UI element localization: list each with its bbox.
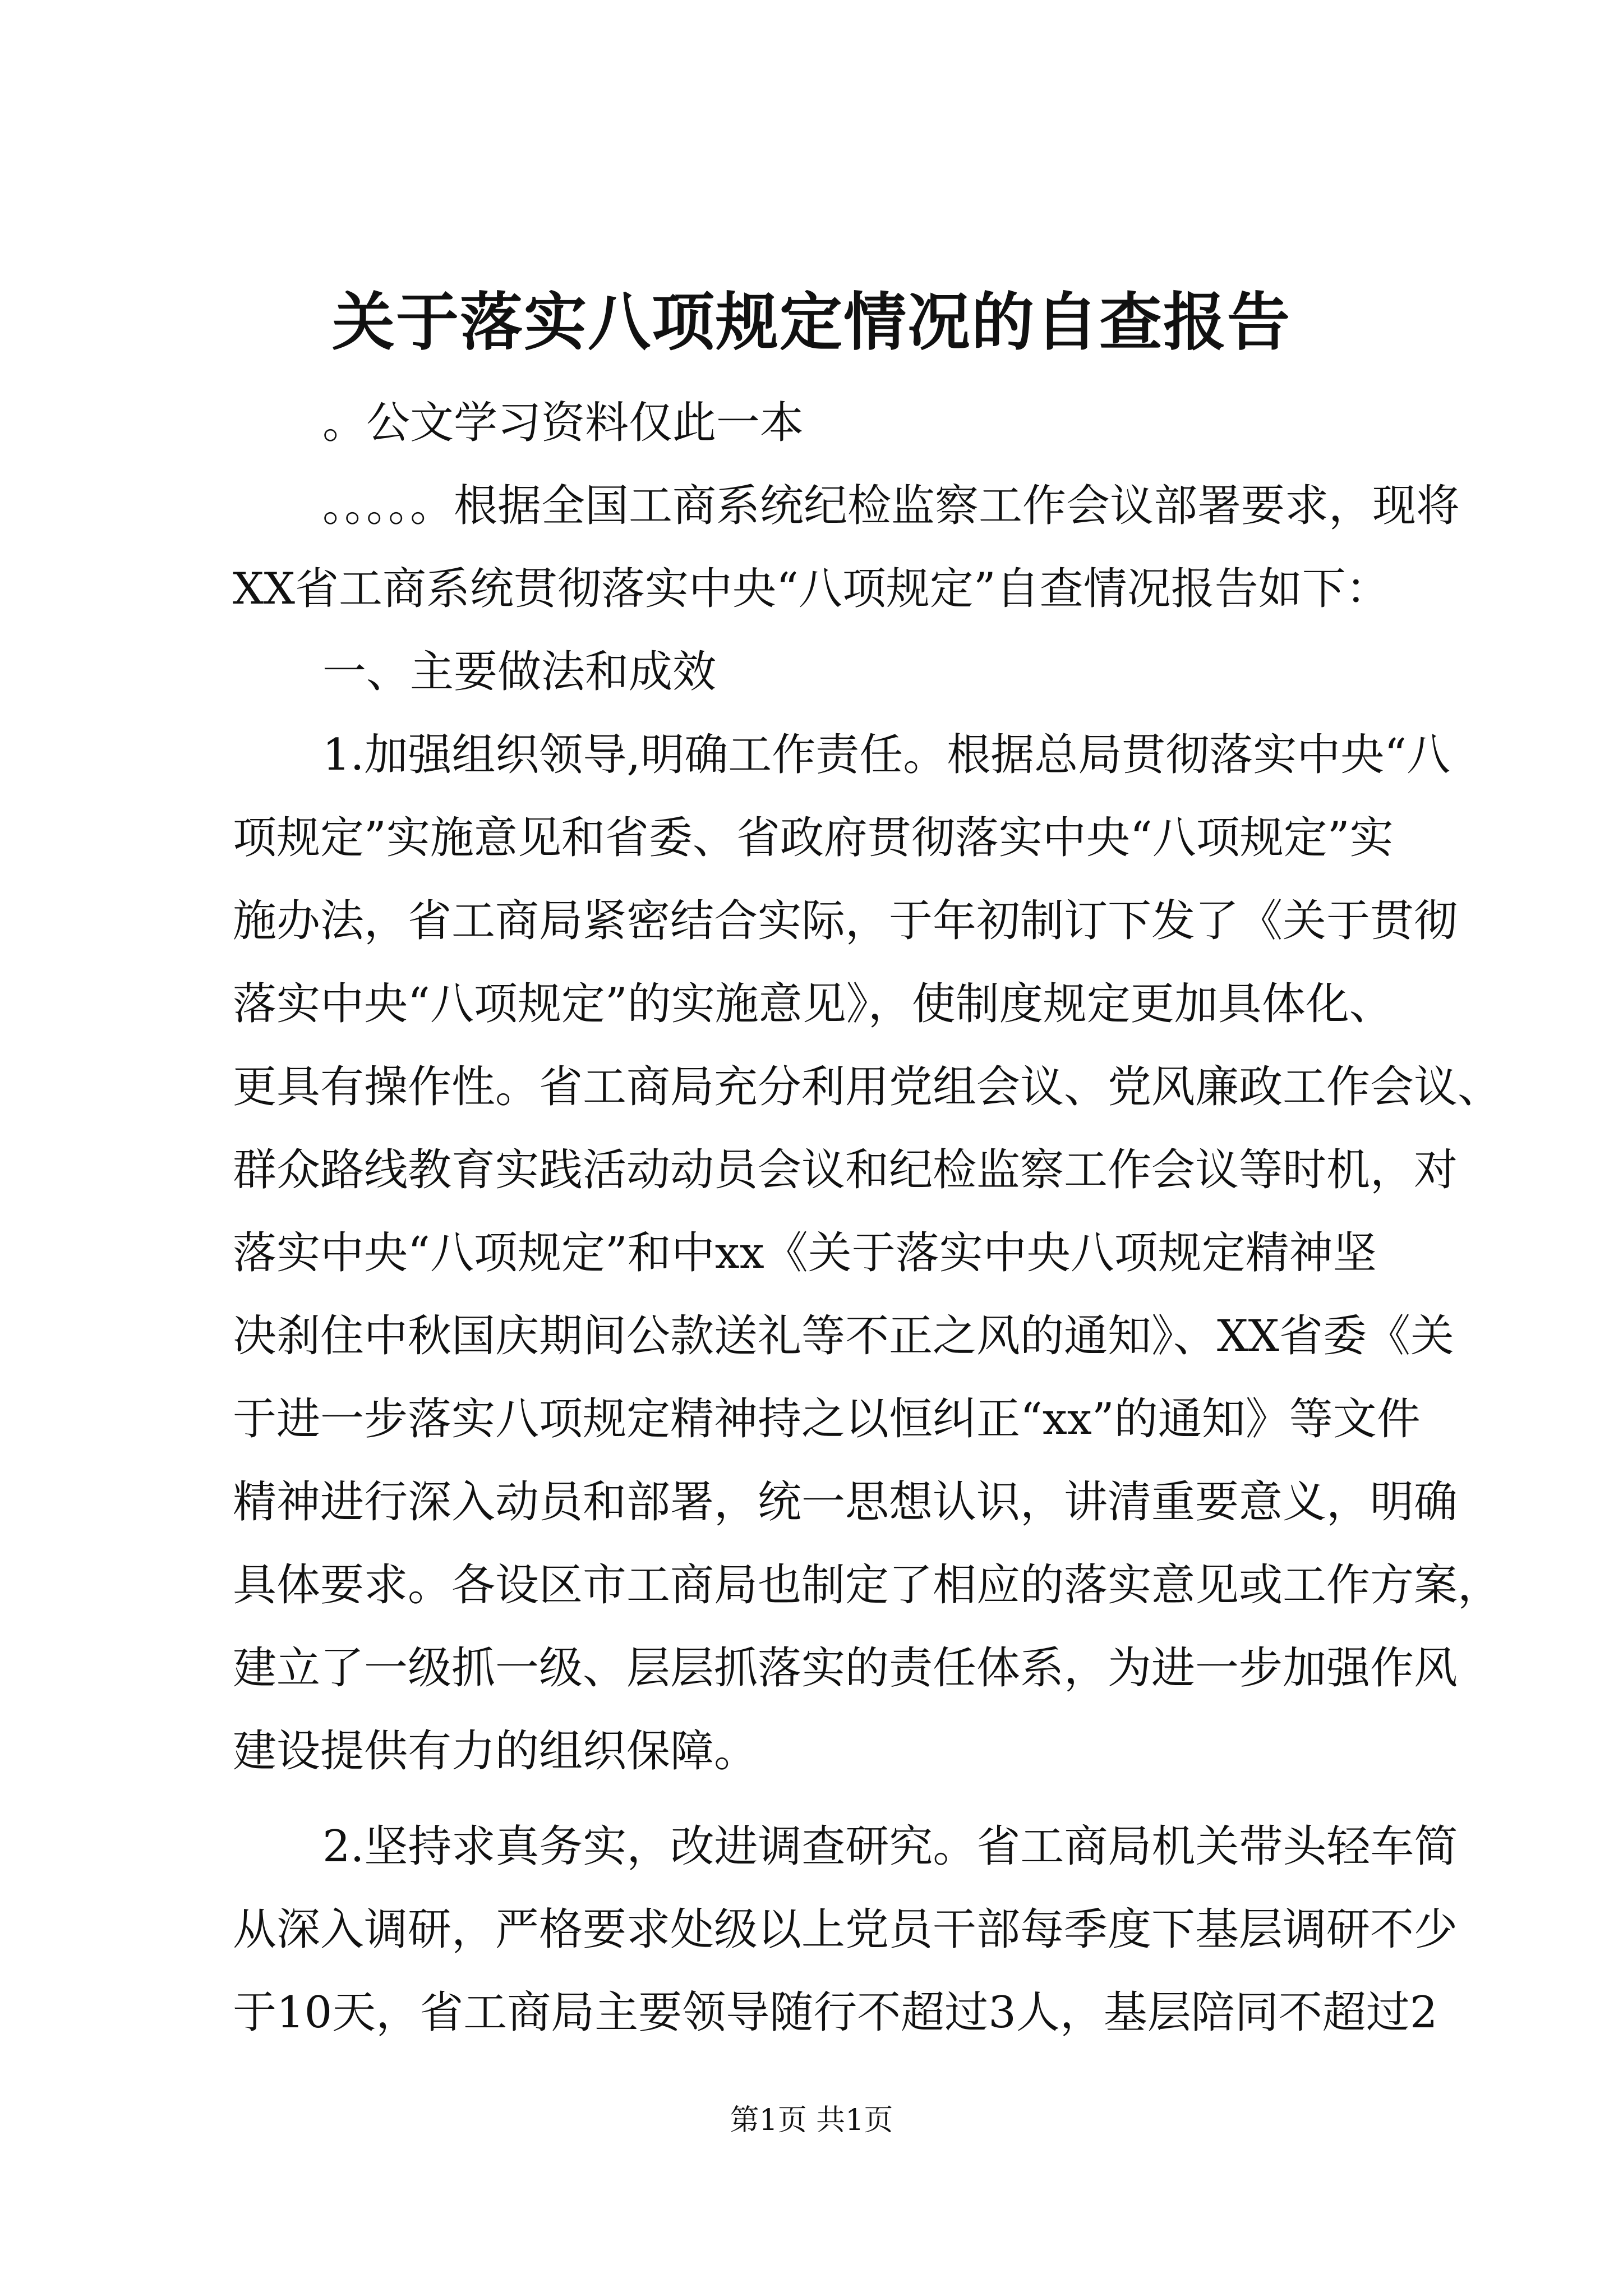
body-line: 1.加强组织领导,明确工作责任。根据总局贯彻落实中央“八 bbox=[322, 730, 1451, 780]
body-line: 。。。。。根据全国工商系统纪检监察工作会议部署要求，现将 bbox=[322, 481, 1460, 531]
body-line: 建立了一级抓一级、层层抓落实的责任体系，为进一步加强作风 bbox=[233, 1643, 1458, 1694]
body-line: 2.坚持求真务实，改进调查研究。省工商局机关带头轻车简 bbox=[322, 1821, 1458, 1872]
body-line: 更具有操作性。省工商局充分利用党组会议、党风廉政工作会议、 bbox=[233, 1062, 1502, 1112]
body-line: 。公文学习资料仅此一本 bbox=[322, 398, 804, 448]
body-line: 精神进行深入动员和部署，统一思想认识，讲清重要意义，明确 bbox=[233, 1477, 1458, 1527]
body-line: 于10天，省工商局主要领导随行不超过3人，基层陪同不超过2 bbox=[233, 1987, 1438, 2038]
body-line: 落实中央“八项规定”的实施意见》，使制度规定更加具体化、 bbox=[233, 979, 1393, 1029]
document-title: 关于落实八项规定情况的自查报告 bbox=[332, 286, 1291, 359]
body-line: 于进一步落实八项规定精神持之以恒纠正“xx”的通知》等文件 bbox=[233, 1394, 1421, 1444]
body-line: 一、主要做法和成效 bbox=[322, 647, 717, 697]
page-footer: 第1页 共1页 bbox=[730, 2104, 893, 2137]
body-line: 决刹住中秋国庆期间公款送礼等不正之风的通知》、XX省委《关 bbox=[233, 1311, 1455, 1361]
document-body bbox=[233, 381, 1502, 2054]
body-line: 项规定”实施意见和省委、省政府贯彻落实中央“八项规定”实 bbox=[233, 813, 1394, 863]
body-line: 具体要求。各设区市工商局也制定了相应的落实意见或工作方案， bbox=[233, 1560, 1502, 1611]
body-line: 群众路线教育实践活动动员会议和纪检监察工作会议等时机，对 bbox=[233, 1145, 1458, 1195]
body-line: 施办法，省工商局紧密结合实际，于年初制订下发了《关于贯彻 bbox=[233, 896, 1458, 946]
body-line: 落实中央“八项规定”和中xx《关于落实中央八项规定精神坚 bbox=[233, 1228, 1377, 1278]
body-line: 建设提供有力的组织保障。 bbox=[233, 1726, 758, 1777]
body-line: 从深入调研，严格要求处级以上党员干部每季度下基层调研不少 bbox=[233, 1904, 1458, 1955]
body-line: XX省工商系统贯彻落实中央“八项规定”自查情况报告如下： bbox=[233, 564, 1390, 614]
